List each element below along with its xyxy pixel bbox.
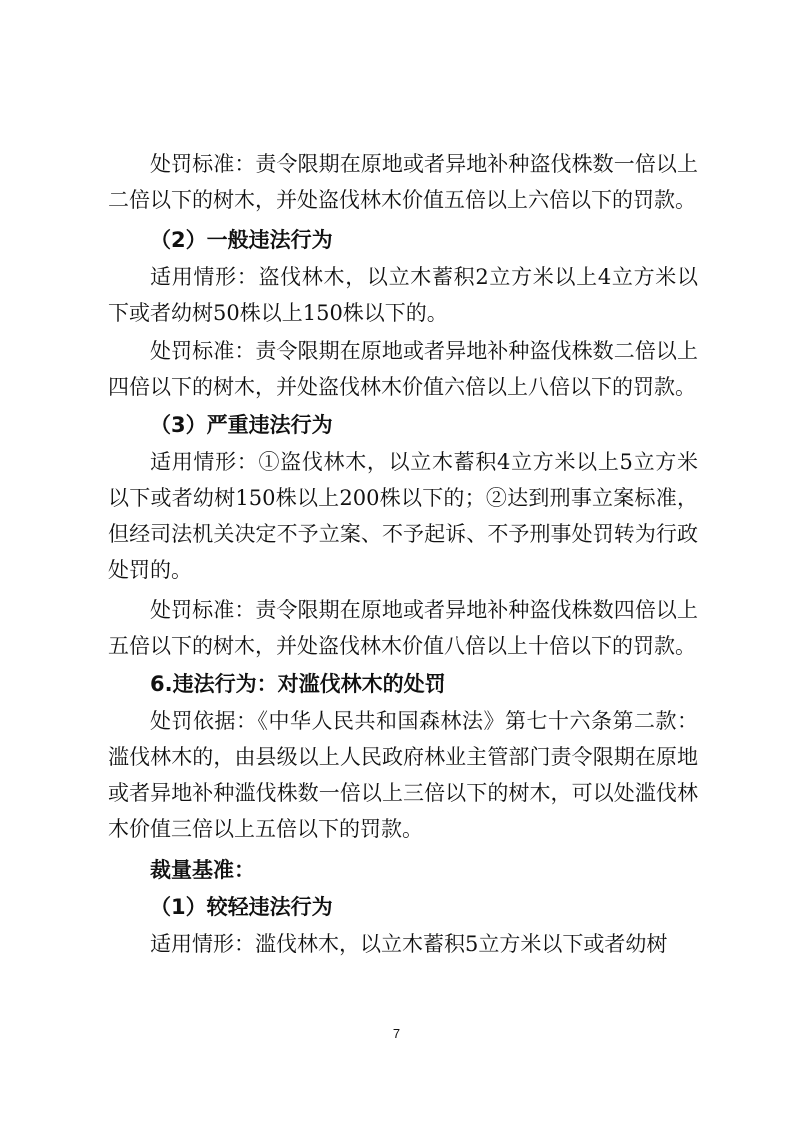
heading-general-violation: （2）一般违法行为 — [150, 228, 333, 252]
heading-serious-violation: （3）严重违法行为 — [150, 413, 333, 437]
heading-illegal-felling: 6.违法行为：对滥伐林木的处罚 — [150, 672, 446, 696]
page-number: 7 — [392, 1026, 401, 1041]
paragraph-penalty-standard-3: 处罚标准：责令限期在原地或者异地补种盗伐株数四倍以上五倍以下的树木，并处盗伐林木价值八倍以上十倍以下的罚款。 — [108, 598, 698, 658]
paragraph-penalty-standard-2: 处罚标准：责令限期在原地或者异地补种盗伐株数二倍以上四倍以下的树木，并处盗伐林木价值六倍以上八倍以下的罚款。 — [108, 339, 698, 399]
paragraph-penalty-standard-1: 处罚标准：责令限期在原地或者异地补种盗伐株数一倍以上二倍以下的树木，并处盗伐林木价值五倍以上六倍以下的罚款。 — [108, 152, 698, 212]
paragraph-applicable-situation-4: 适用情形：滥伐林木，以立木蓄积5立方米以下或者幼树 — [150, 932, 668, 956]
paragraph-legal-basis: 处罚依据：《中华人民共和国森林法》第七十六条第二款：滥伐林木的，由县级以上人民政府林业主管部门责令限期在原地或者异地补种滥伐株数一倍以上三倍以下的树木，可以处滥伐林木价值三倍以上五倍以下的罚款。 — [108, 709, 698, 841]
paragraph-applicable-situation-3: 适用情形：①盗伐林木，以立木蓄积4立方米以上5立方米以下或者幼树150株以上200株以下的；②达到刑事立案标准，但经司法机关决定不予立案、不予起诉、不予刑事处罚转为行政处罚的。 — [108, 450, 698, 582]
heading-discretion-standard: 裁量基准： — [150, 858, 255, 882]
heading-minor-violation: （1）较轻违法行为 — [150, 895, 333, 919]
paragraph-applicable-situation-2: 适用情形：盗伐林木，以立木蓄积2立方米以上4立方米以下或者幼树50株以上150株以下的。 — [108, 265, 698, 325]
